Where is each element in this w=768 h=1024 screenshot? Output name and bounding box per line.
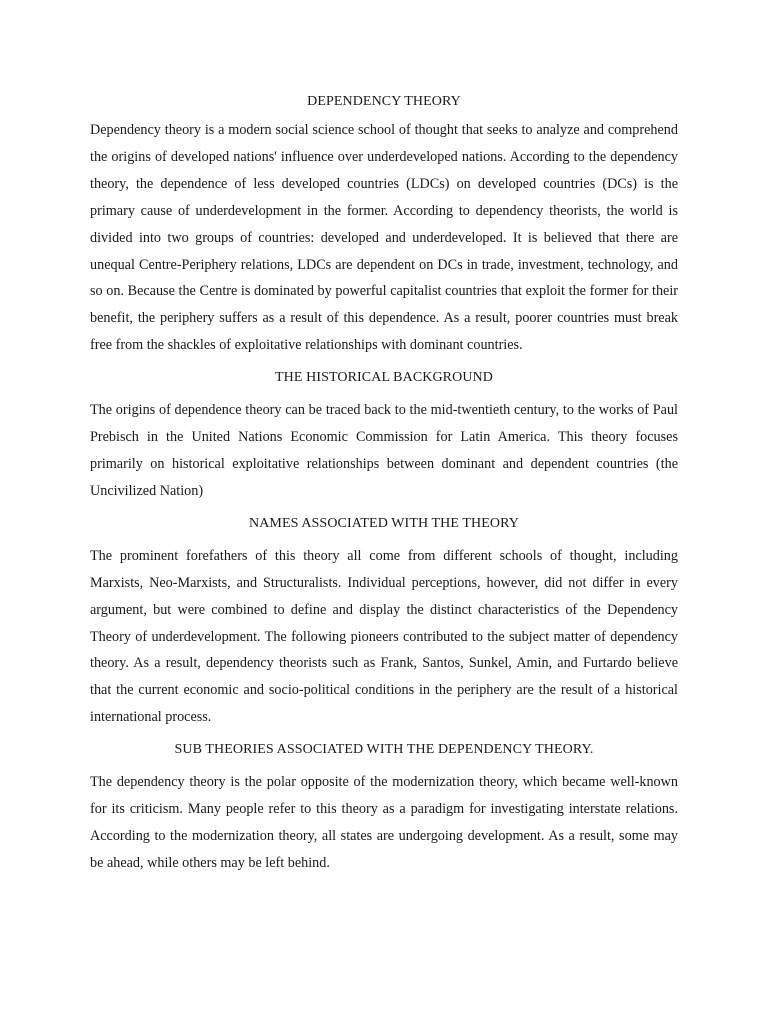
section-paragraph-historical-background: The origins of dependence theory can be traced back to the mid-twentieth century, to the works of Paul Prebisch in the United Nations Economic Commission for Latin America. This theory focuses primarily on historical exploitative relationships between dominant and dependent countries (the Uncivilized Nation) [90, 402, 678, 499]
section-paragraph-dependency-theory: Dependency theory is a modern social science school of thought that seeks to analyze and comprehend the origins of developed nations' influence over underdeveloped nations. According to the dependency theory, the dependence of less developed countries (LDCs) on developed countries (DCs) is the primary cause of underdevelopment in the former. According to dependency theorists, the world is divided into two groups of countries: developed and underdeveloped. It is believed that there are unequal Centre-Periphery relations, LDCs are dependent on DCs in trade, investment, technology, and so on. Because the Centre is dominated by powerful capitalist countries that exploit the former for their benefit, the periphery suffers as a result of this dependence. As a result, poorer countries must break free from the shackles of exploitative relationships with dominant countries. [90, 122, 678, 354]
section-paragraph-sub-theories: The dependency theory is the polar opposite of the modernization theory, which became well-known for its criticism. Many people refer to this theory as a paradigm for investigating interstate relations. According to the modernization theory, all states are undergoing development. As a result, some may be ahead, while others may be left behind. [90, 774, 678, 871]
section-heading-historical-background: THE HISTORICAL BACKGROUND [275, 370, 493, 386]
section-heading-dependency-theory: DEPENDENCY THEORY [307, 94, 461, 109]
section-heading-names-associated: NAMES ASSOCIATED WITH THE THEORY [249, 515, 519, 531]
section-heading-sub-theories: SUB THEORIES ASSOCIATED WITH THE DEPENDENCY THEORY. [174, 742, 594, 758]
section-paragraph-names-associated: The prominent forefathers of this theory all come from different schools of thought, including Marxists, Neo-Marxists, and Structuralists. Individual perceptions, however, did not differ in every argument, but were combined to define and display the distinct characteristics of the Dependency Theory of underdevelopment. The following pioneers contributed to the subject matter of dependency theory. As a result, dependency theorists such as Frank, Santos, Sunkel, Amin, and Furtardo believe that the current economic and socio-political conditions in the periphery are the result of a historical international process. [90, 547, 678, 726]
